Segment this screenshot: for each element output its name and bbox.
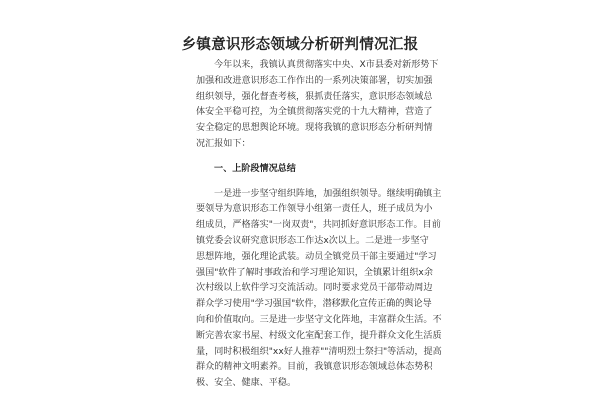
text-line: 向和价值取向。三是进一步坚守文化阵地，丰富群众生活。不 bbox=[196, 314, 442, 325]
text-line: 今年以来，我镇认真贯彻落实中央、X市县委对新形势下 bbox=[214, 60, 439, 70]
text-line: 组成员，严格落实"一岗双责"，共同抓好意识形态工作。目前 bbox=[196, 220, 441, 231]
text-line: 强国"软件了解时事政治和学习理论知识，全镇累计组织x余 bbox=[196, 267, 433, 278]
text-line: 一是进一步坚守组织阵地，加强组织领导。继续明确镇主 bbox=[214, 188, 442, 199]
text-line: 体安全平稳可控，为全镇贯彻落实党的十九大精神，营造了 bbox=[196, 107, 433, 118]
text-line: 思想阵地，强化理论武装。动员全镇党员干部主要通过"学习 bbox=[196, 251, 437, 262]
text-line: 镇党委会议研究意识形态工作达x次以上。二是进一步坚守 bbox=[196, 235, 429, 246]
document-body bbox=[196, 58, 442, 392]
text-line: 安全稳定的思想舆论环境。现将我镇的意识形态分析研判情 bbox=[196, 123, 433, 134]
text-line: 要领导为意识形态工作领导小组第一责任人，班子成员为小 bbox=[196, 204, 433, 215]
section-heading: 一、上阶段情况总结 bbox=[214, 163, 296, 174]
text-line: 群众的精神文明素养。目前，我镇意识形态领域总体态势积 bbox=[196, 362, 433, 373]
text-line: 加强和改进意识形态工作作出的一系列决策部署，切实加强 bbox=[196, 75, 433, 86]
text-line: 组织领导，强化督查考核，狠抓责任落实，意识形态领域总 bbox=[196, 91, 433, 102]
text-line: 极、安全、健康、平稳。 bbox=[196, 378, 297, 389]
text-line: 况汇报如下： bbox=[196, 138, 251, 149]
text-line: 量，同时积极组织"xx好人推荐""清明烈士祭扫"等活动，提高 bbox=[196, 346, 442, 357]
text-line: 次村级以上软件学习交流活动。同时要求党员干部带动周边 bbox=[196, 283, 433, 294]
text-line: 群众学习使用"学习强国"软件，潜移默化宣传正确的舆论导 bbox=[196, 299, 432, 310]
text-line: 断完善农家书屋、村级文化室配套工作，提升群众文化生活质 bbox=[196, 330, 442, 341]
document-title: 乡镇意识形态领域分析研判情况汇报 bbox=[181, 37, 419, 53]
section-paragraph bbox=[196, 187, 442, 392]
intro-paragraph bbox=[196, 58, 439, 153]
